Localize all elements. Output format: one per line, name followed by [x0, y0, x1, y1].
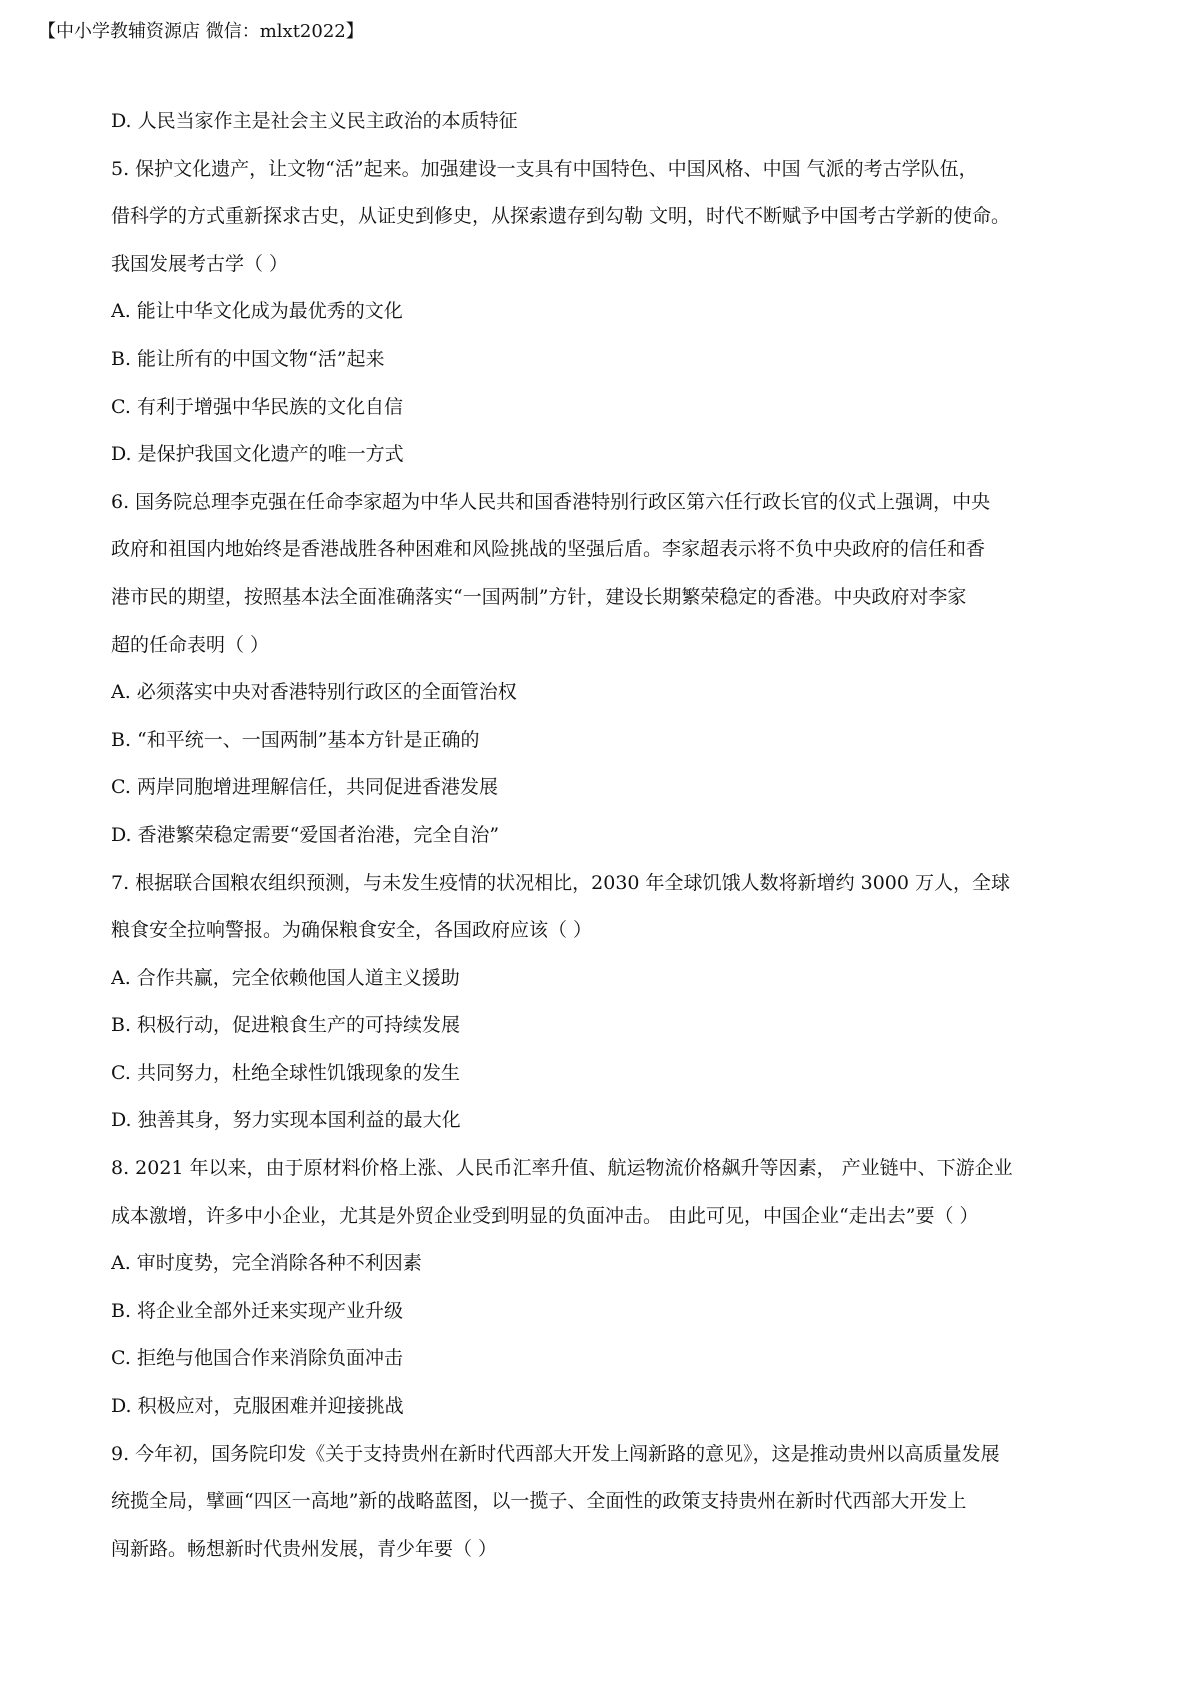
question-5-line-1: 5. 保护文化遗产，让文物“活”起来。加强建设一支具有中国特色、中国风格、中国 气派的考古学队伍，: [111, 157, 978, 180]
option-b-q7: B. 积极行动，促进粮食生产的可持续发展: [111, 1014, 461, 1037]
option-d-q7: D. 独善其身，努力实现本国利益的最大化: [111, 1109, 461, 1132]
question-6-line-4: 超的任命表明（ ）: [111, 633, 270, 656]
question-6-line-2: 政府和祖国内地始终是香港战胜各种困难和风险挑战的坚强后盾。李家超表示将不负中央政府的信任和香: [111, 538, 986, 561]
option-a-q6: A. 必须落实中央对香港特别行政区的全面管治权: [111, 681, 517, 704]
option-d-q6: D. 香港繁荣稳定需要“爱国者治港，完全自治”: [111, 823, 500, 846]
question-7-line-2: 粮食安全拉响警报。为确保粮食安全，各国政府应该（ ）: [111, 919, 593, 942]
watermark-header: 【中小学教辅资源店 微信：mlxt2022】: [38, 21, 364, 42]
question-9-line-1: 9. 今年初，国务院印发《关于支持贵州在新时代西部大开发上闯新路的意见》，这是推动贵州以高质量发展: [111, 1442, 1000, 1465]
question-9-line-2: 统揽全局，擘画“四区一高地”新的战略蓝图，以一揽子、全面性的政策支持贵州在新时代西部大开发上: [111, 1490, 967, 1513]
question-8-line-2: 成本激增，许多中小企业，尤其是外贸企业受到明显的负面冲击。 由此可见，中国企业“走出去”要（ ）: [111, 1204, 979, 1227]
option-a-q8: A. 审时度势，完全消除各种不利因素: [111, 1252, 422, 1275]
option-d-q4: D. 人民当家作主是社会主义民主政治的本质特征: [111, 110, 518, 132]
option-c-q8: C. 拒绝与他国合作来消除负面冲击: [111, 1347, 403, 1370]
option-c-q6: C. 两岸同胞增进理解信任，共同促进香港发展: [111, 776, 498, 799]
option-c-q7: C. 共同努力，杜绝全球性饥饿现象的发生: [111, 1061, 460, 1084]
question-7-line-1: 7. 根据联合国粮农组织预测，与未发生疫情的状况相比，2030 年全球饥饿人数将新增约 3000 万人，全球: [111, 871, 1010, 894]
question-5-line-2: 借科学的方式重新探求古史，从证史到修史，从探索遗存到勾勒 文明，时代不断赋予中国考古学新的使命。: [111, 205, 1011, 228]
option-b-q8: B. 将企业全部外迁来实现产业升级: [111, 1299, 404, 1322]
question-5-line-3: 我国发展考古学（ ）: [111, 252, 289, 275]
option-a-q7: A. 合作共赢，完全依赖他国人道主义援助: [111, 966, 460, 989]
option-d-q5: D. 是保护我国文化遗产的唯一方式: [111, 443, 404, 466]
document-body: [111, 98, 1101, 1573]
option-a-q5: A. 能让中华文化成为最优秀的文化: [111, 300, 403, 323]
question-6-line-3: 港市民的期望，按照基本法全面准确落实“一国两制”方针，建设长期繁荣稳定的香港。中央政府对李家: [111, 585, 967, 608]
option-d-q8: D. 积极应对，克服困难并迎接挑战: [111, 1395, 404, 1418]
question-9-line-3: 闯新路。畅想新时代贵州发展，青少年要（ ）: [111, 1537, 498, 1560]
option-b-q6: B. “和平统一、一国两制”基本方针是正确的: [111, 728, 480, 751]
question-8-line-1: 8. 2021 年以来，由于原材料价格上涨、人民币汇率升值、航运物流价格飙升等因素， 产业链中、下游企业: [111, 1157, 1013, 1180]
option-c-q5: C. 有利于增强中华民族的文化自信: [111, 395, 403, 418]
question-6-line-1: 6. 国务院总理李克强在任命李家超为中华人民共和国香港特别行政区第六任行政长官的仪式上强调，中央: [111, 490, 991, 513]
option-b-q5: B. 能让所有的中国文物“活”起来: [111, 347, 385, 370]
